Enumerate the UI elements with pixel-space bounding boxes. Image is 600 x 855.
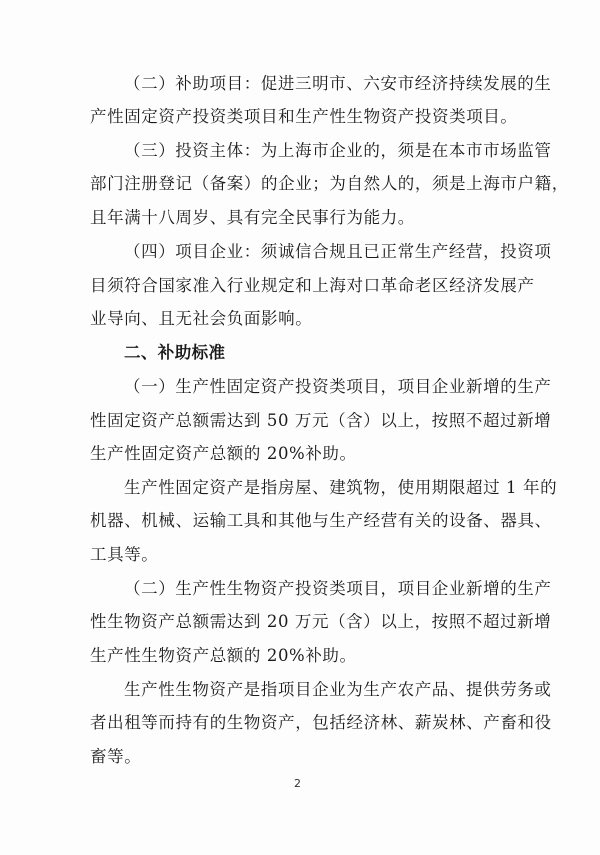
text-line: 者出租等而持有的生物资产，包括经济林、薪炭林、产畜和役 <box>90 713 552 732</box>
text-line: （二）补助项目：促进三明市、六安市经济持续发展的生 <box>124 74 552 93</box>
text-line: （四）项目企业：须诚信合规且已正常生产经营，投资项 <box>124 242 552 261</box>
text-line: 机器、机械、运输工具和其他与生产经营有关的设备、器具、 <box>90 511 552 530</box>
text-line: 生产性固定资产总额的 20%补助。 <box>90 444 357 463</box>
text-line: 性固定资产总额需达到 50 万元（含）以上，按照不超过新增 <box>90 411 552 430</box>
text-line: 性生物资产总额需达到 20 万元（含）以上，按照不超过新增 <box>90 612 552 631</box>
text-line: 业导向、且无社会负面影响。 <box>90 309 313 328</box>
text-line: （一）生产性固定资产投资类项目，项目企业新增的生产 <box>124 377 552 396</box>
page-number: 2 <box>294 777 301 790</box>
section-heading: 二、补助标准 <box>124 343 226 362</box>
text-line: （二）生产性生物资产投资类项目，项目企业新增的生产 <box>124 579 552 598</box>
text-line: 且年满十八周岁、具有完全民事行为能力。 <box>90 208 415 227</box>
text-line: 工具等。 <box>90 545 159 564</box>
text-line: 部门注册登记（备案）的企业；为自然人的，须是上海市户籍， <box>90 174 569 193</box>
text-line: 生产性生物资产总额的 20%补助。 <box>90 646 357 665</box>
text-line: 生产性固定资产是指房屋、建筑物，使用期限超过 1 年的 <box>124 478 558 497</box>
text-line: 目须符合国家准入行业规定和上海对口革命老区经济发展产 <box>90 276 535 295</box>
text-line: 畜等。 <box>90 747 142 766</box>
text-line: （三）投资主体：为上海市企业的，须是在本市市场监管 <box>124 141 552 160</box>
text-line: 产性固定资产投资类项目和生产性生物资产投资类项目。 <box>90 107 518 126</box>
text-line: 生产性生物资产是指项目企业为生产农产品、提供劳务或 <box>124 680 552 699</box>
